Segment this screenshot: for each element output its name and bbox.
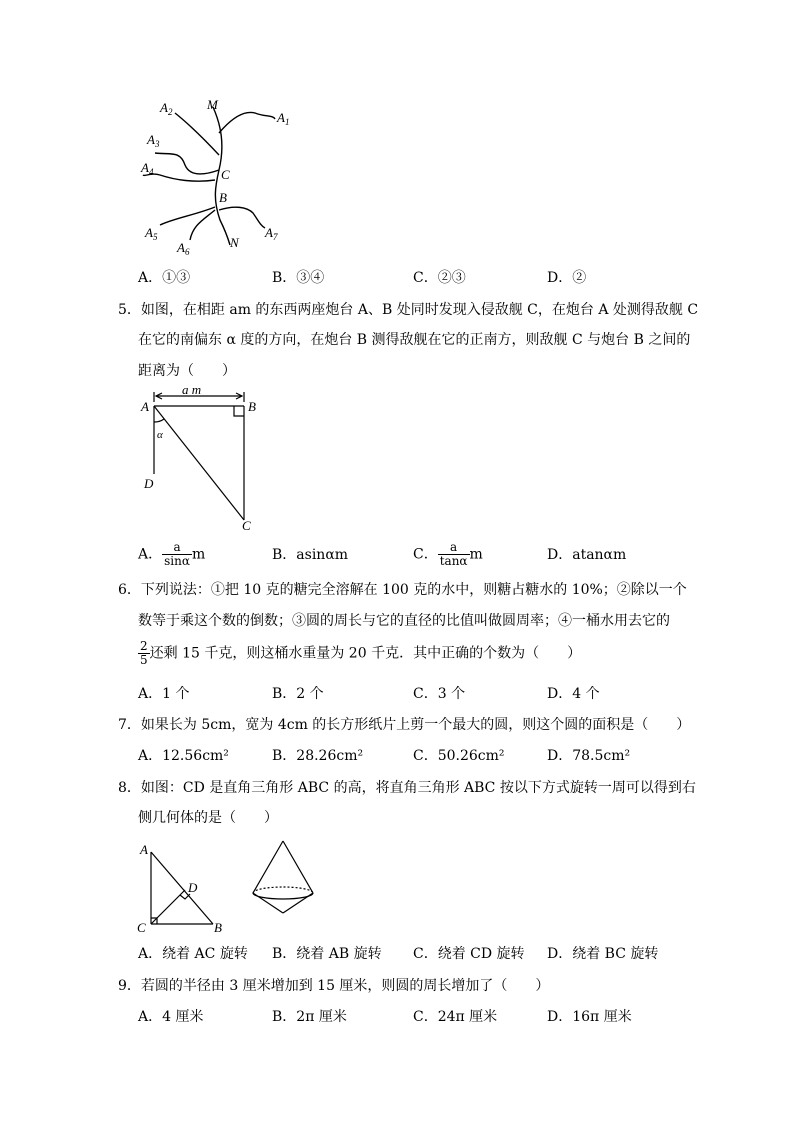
q5-option-c-suffix: m xyxy=(469,546,483,563)
q7-option-d[interactable]: D．78.5cm² xyxy=(547,748,631,764)
q5-option-c-fraction xyxy=(438,541,470,568)
q7-option-a[interactable]: A．12.56cm² xyxy=(138,748,229,764)
q5-label-d: D xyxy=(144,476,154,491)
q5-option-a[interactable] xyxy=(138,541,205,568)
q6-text-line2: 数等于乘这个数的倒数；③圆的周长与它的直径的比值叫做圆周率；④一桶水用去它的 xyxy=(138,613,670,629)
q8-text-line2: 侧几何体的是（ ） xyxy=(138,810,278,826)
q6-option-b[interactable]: B．2 个 xyxy=(272,686,324,702)
q4-label-m: M xyxy=(207,97,218,112)
q5-text-line3: 距离为（ ） xyxy=(138,363,236,379)
q8-option-c[interactable]: C．绕着 CD 旋转 xyxy=(413,946,525,962)
q5-option-a-prefix: A． xyxy=(138,546,163,563)
q5-label-b: B xyxy=(248,399,256,414)
q7-text-line1: 7．如果长为 5cm，宽为 4cm 的长方形纸片上剪一个最大的圆，则这个圆的面积是（ ） xyxy=(118,717,691,733)
q4-label-b: B xyxy=(219,190,227,205)
q5-option-d[interactable]: D．atanαm xyxy=(547,547,627,563)
q4-label-a6: $A_6$ xyxy=(177,240,190,257)
q5-option-c[interactable] xyxy=(413,541,483,568)
q8-label-c: C xyxy=(137,920,146,935)
q4-label-a4: $A_4$ xyxy=(141,160,154,177)
q8-triangle-figure xyxy=(135,838,235,938)
q9-option-c[interactable]: C．24π 厘米 xyxy=(413,1009,498,1025)
q4-branch-a1 xyxy=(219,112,275,133)
q4-option-d[interactable]: D．② xyxy=(547,270,587,286)
q8-label-a: A xyxy=(140,842,148,857)
q5-label-alpha: α xyxy=(157,429,163,441)
q8-text-line1: 8．如图：CD 是直角三角形 ABC 的高，将直角三角形 ABC 按以下方式旋转一周可以得到右 xyxy=(118,780,696,796)
q4-label-c: C xyxy=(221,167,230,182)
q4-river-figure xyxy=(135,95,305,260)
q5-option-c-num: a xyxy=(438,541,470,555)
q5-option-c-prefix: C． xyxy=(413,546,438,563)
q4-label-a3: $A_3$ xyxy=(147,132,160,149)
q6-frac-num: 2 xyxy=(140,639,148,653)
q6-fraction xyxy=(138,640,150,667)
q6-frac-den: 5 xyxy=(140,653,148,667)
q5-triangle-figure xyxy=(138,384,268,534)
q7-option-c[interactable]: C．50.26cm² xyxy=(413,748,505,764)
q4-label-a5: $A_5$ xyxy=(145,225,158,242)
q4-branch-a3 xyxy=(155,153,219,174)
q9-option-d[interactable]: D．16π 厘米 xyxy=(547,1009,632,1025)
q8-double-cone-figure xyxy=(245,835,325,935)
q6-option-d[interactable]: D．4 个 xyxy=(547,686,600,702)
q4-option-c[interactable]: C．②③ xyxy=(413,270,466,286)
q4-branch-a4 xyxy=(143,174,215,181)
q5-option-a-den: sinα xyxy=(164,554,190,568)
q5-label-am: a m xyxy=(182,384,202,397)
q4-branch-a2 xyxy=(175,113,219,155)
q5-text-line2: 在它的南偏东 α 度的方向，在炮台 B 测得敌舰在它的正南方，则敌舰 C 与炮台 B 之间的 xyxy=(138,332,691,348)
q4-label-a1: $A_1$ xyxy=(277,110,290,127)
q6-text-line3 xyxy=(138,640,581,667)
q4-branch-a7 xyxy=(219,207,265,228)
q9-text-line1: 9．若圆的半径由 3 厘米增加到 15 厘米，则圆的周长增加了（ ） xyxy=(118,978,550,994)
q8-label-b: B xyxy=(214,920,222,935)
q6-option-c[interactable]: C．3 个 xyxy=(413,686,466,702)
q5-option-a-num: a xyxy=(162,541,192,555)
q4-option-b[interactable]: B．③④ xyxy=(272,270,325,286)
q5-option-c-den: tanα xyxy=(439,554,468,568)
q5-option-a-fraction xyxy=(162,541,192,568)
q4-label-n: N xyxy=(230,235,239,250)
q8-option-d[interactable]: D．绕着 BC 旋转 xyxy=(547,946,659,962)
q6-text-line1: 6．下列说法：①把 10 克的糖完全溶解在 100 克的水中，则糖占糖水的 10%；②除以一个 xyxy=(118,582,687,598)
q8-label-d: D xyxy=(188,880,198,895)
q4-option-a[interactable]: A．①③ xyxy=(138,270,191,286)
q4-label-a7: $A_7$ xyxy=(265,225,278,242)
q8-option-b[interactable]: B．绕着 AB 旋转 xyxy=(272,946,382,962)
q9-option-a[interactable]: A．4 厘米 xyxy=(138,1009,204,1025)
q8-option-a[interactable]: A．绕着 AC 旋转 xyxy=(138,946,248,962)
q4-label-a2: $A_2$ xyxy=(160,100,173,117)
q5-label-a: A xyxy=(141,399,149,414)
q6-option-a[interactable]: A．1 个 xyxy=(138,686,190,702)
q5-text-line1: 5．如图，在相距 am 的东西两座炮台 A、B 处同时发现入侵敌舰 C，在炮台 A 处测得敌舰 C xyxy=(118,302,699,318)
q5-label-c: C xyxy=(242,518,251,533)
q9-option-b[interactable]: B．2π 厘米 xyxy=(272,1009,347,1025)
q7-option-b[interactable]: B．28.26cm² xyxy=(272,748,364,764)
q6-line3-text: 还剩 15 千克，则这桶水重量为 20 千克．其中正确的个数为（ ） xyxy=(149,645,582,662)
q5-option-b[interactable]: B．asinαm xyxy=(272,547,349,563)
q5-option-a-suffix: m xyxy=(191,546,206,563)
